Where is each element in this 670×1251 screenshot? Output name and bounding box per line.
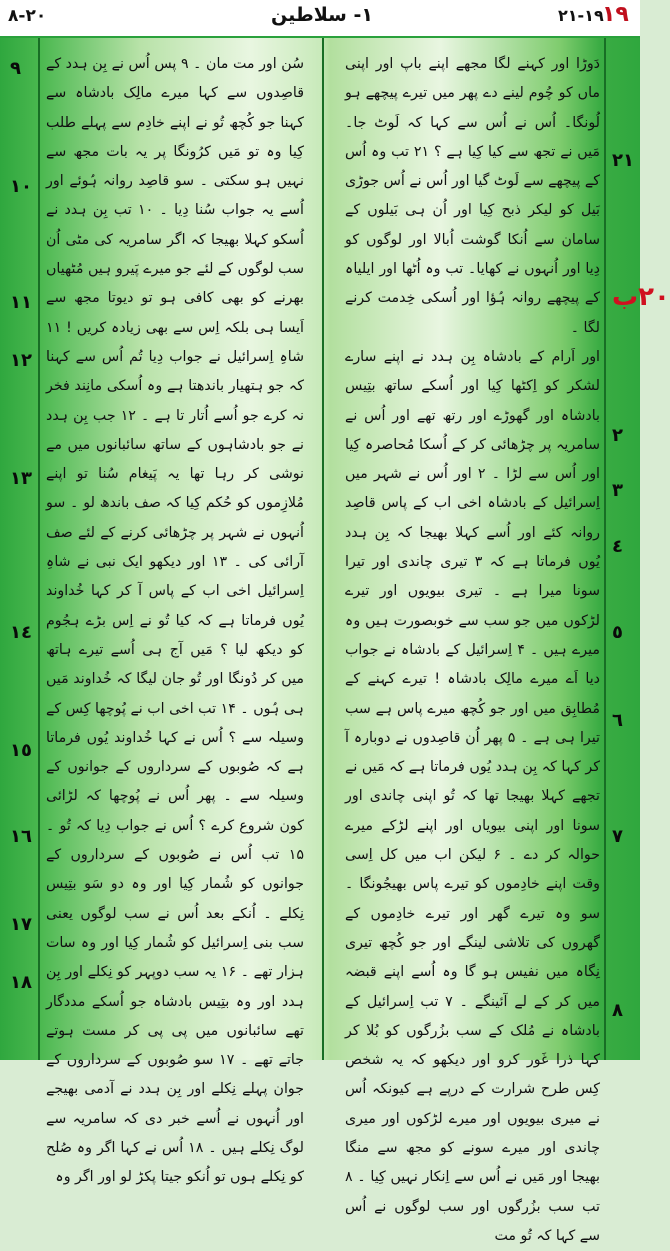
page-title: ١- سلاطین [271,4,373,26]
verse-number: ٤ [612,536,623,557]
verse-number: ١١ [10,292,32,313]
right-chapter-range: ١٩-٢١ [558,6,604,25]
verse-number: ١٦ [10,826,32,847]
left-margin-divider [38,38,40,1060]
verse-number: ١٢ [10,350,32,371]
verse-number: ٦ [612,710,623,731]
chapter-marker: ٢٠ب [612,282,670,312]
verse-number: ١٧ [10,914,32,935]
verse-number: ١٥ [10,740,32,761]
center-divider [322,38,324,1060]
paragraph: اور اَرام کے بادشاہ بِن ہدد نے اپنے سارے لشکر کو اِکٹھا کِیا اور اُسکے ساتھ بتِیس بادشاہ اور گھوڑے اور رتھ تھے اور اُس نے سامریہ پر چڑھائی کر کے اُسکا مُحاصرہ کِیا اور اُس سے لڑا ۔ ۲ اور اُس نے شہر میں اِسرائیل کے بادشاہ اخی اب کے پاس قاصِد روانہ کئے اور اُسے کہلا بھیجا کہ بِن ہدد یُوں فرماتا ہے کہ ۳ تیری چاندی اور تیرا سونا میرا ہے ۔ تیری بیویوں اور تیرے لڑکوں میں جو سب سے خوبصورت ہیں وہ میرے ہیں ۔ ۴ اِسرائیل کے بادشاہ نے جواب دیا اَے میرے مالِک بادشاہ ! تیرے کہنے کے مُطابِق میں اور جو کُچھ میرے پاس ہے سب تیرا ہی ہے ۔ ۵ پھر اُن قاصِدوں نے دوبارہ آ کر کہا کہ بِن ہدد یُوں فرماتا ہے کہ مَیں نے تجھے کہلا بھیجا تھا کہ تُو اپنی چاندی اور سونا اور اپنی بیویاں اور اپنے لڑکے میرے حوالہ کر دے ۔ ۶ لیکن اب میں کل اِسی وقت اپنے خادِموں کو تیرے پاس بھیجُونگا ۔ سو وہ تیرے گھر اور تیرے خادِموں کے گھروں کی تلاشی لینگے اور جو کُچھ تیری نِگاہ میں نفیس ہو گا وہ اُسے اپنے قبضہ میں کر کے لے آئینگے ۔ ۷ تب اِسرائیل کے بادشاہ نے مُلک کے سب بزُرگوں کو بُلا کر کہا ذرا غَور کرو اور دیکھو کہ یہ شخص کِس طرح شرارت کے درپے ہے کیونکہ اُس نے میری بیویوں اور میرے لڑکوں اور میری چاندی اور میرے سونے کو مجھ سے منگا بھیجا اور مَیں نے اُس سے اِنکار نہیں کِیا ۔ ۸ تب سب بزُرگوں اور سب لوگوں نے اُس سے کہا کہ تُو مت [345,348,600,1244]
right-page-number: ١٩ [602,2,629,27]
right-margin-divider [604,38,606,1060]
verse-number: ١٠ [10,176,32,197]
left-text-column [46,50,304,1193]
verse-number: ٧ [612,826,623,847]
verse-number: ٩ [10,58,21,79]
verse-number: ٢ [612,425,623,446]
verse-number: ٢١ [612,150,634,171]
verse-number: ١٣ [10,468,32,489]
verse-number: ١٨ [10,972,32,993]
verse-number: ٨ [612,1000,623,1021]
verse-number: ٣ [612,480,623,501]
verse-number: ٥ [612,622,623,643]
paragraph: دَوڑا اور کہنے لگا مجھے اپنے باپ اور اپنی ماں کو چُوم لینے دے پھر میں تیرے پیچھے ہو لُونگا۔ اُس نے اُس سے کہا کہ لَوٹ جا۔ مَیں نے تجھ سے کیا کِیا ہے ؟ ۲۱ تب وہ اُس کے پیچھے سے لَوٹ گیا اور اُس نے اُس جوڑی بَیل کو لیکر ذبح کِیا اور اُن ہی بَیلوں کے سامان سے اُنکا گوشت اُبالا اور لوگوں کو دِیا اور اُنہوں نے کھایا۔ تب وہ اُٹھا اور ایلیاہ کے پیچھے روانہ ہُؤا اور اُسکی خِدمت کرنے لگا ۔ [345,56,600,336]
paragraph: سُن اور مت مان ۔ ۹ پس اُس نے بِن ہدد کے قاصِدوں سے کہا میرے مالِک بادشاہ سے کہنا جو کُچھ تُو نے اپنے خادِم سے پہلے طلب کِیا وہ تو مَیں کرُونگا پر یہ بات مجھ سے نہیں ہو سکتی ۔ سو قاصِد روانہ ہُوئے اور اُسے یہ جواب سُنا دِیا ۔ ۱۰ تب بِن ہدد نے اُسکو کہلا بھیجا کہ اگر سامریہ کی مٹی اُن سب لوگوں کے لئے جو میرے پَیرو ہیں مُٹھیاں بھرنے کو بھی کافی ہو تو دیوتا مجھ سے اَیسا ہی بلکہ اِس سے بھی زیادہ کریں ! ۱۱ شاہِ اِسرائیل نے جواب دِیا تُم اُس سے کہنا کہ جو ہتھیار باندھتا ہے وہ اُسکی مانِند فخر نہ کرے جو اُسے اُتار تا ہے ۔ ۱۲ جب بِن ہدد نے جو بادشاہوں کے ساتھ سائبانوں میں مے نوشی کر رہا تھا یہ پَیغام سُنا تو اپنے مُلازِموں کو حُکم کِیا کہ صف باندھ لو ۔ سو اُنہوں نے شہر پر چڑھائی کرنے کے لئے صف آرائی کی ۔ ۱۳ اور دیکھو ایک نبی نے شاہِ اِسرائیل اخی اب کے پاس آ کر کہا خُداوند یُوں فرماتا ہے کہ کیا تُو نے اِس بڑے ہجُوم کو دیکھ لیا ؟ مَیں آج ہی اُسے تیرے ہاتھ میں کر دُونگا اور تُو جان لیگا کہ خُداوند مَیں ہی ہُوں ۔ ۱۴ تب اخی اب نے پُوچھا کِس کے وسیلہ سے ؟ اُس نے کہا خُداوند یُوں فرماتا ہے کہ صُوبوں کے سرداروں کے جوانوں کے وسیلہ سے ۔ پھر اُس نے پُوچھا کہ لڑائی کون شروع کرے ؟ اُس نے جواب دِیا کہ تُو ۔ ۱۵ تب اُس نے صُوبوں کے سرداروں کے جوانوں کو شُمار کِیا اور وہ دو سَو بتِیس نِکلے ۔ اُنکے بعد اُس نے سب لوگوں یعنی سب بنی اِسرائیل کو شُمار کِیا اور وہ سات ہزار تھے ۔ ۱۶ یہ سب دوپہر کو نِکلے اور بِن ہدد اور وہ بتِیس بادشاہ جو اُسکے مددگار تھے سائبانوں میں پی پی کر مست ہوتے جاتے تھے ۔ ۱۷ سو صُوبوں کے سرداروں کے جوان پہلے نِکلے اور بِن ہدد نے آدمی بھیجے اور اُنہوں نے اُسے خبر دی کہ سامریہ سے لوگ نِکلے ہیں ۔ ۱۸ اُس نے کہا اگر وہ صُلح کو نِکلے ہوں تو اُنکو جیتا پکڑ لو اور اگر وہ [46,56,305,1186]
page-header [0,0,640,38]
verse-number: ١٤ [10,622,32,643]
right-text-column [345,50,600,1251]
left-page-number: ٢٠-٨ [8,6,47,26]
